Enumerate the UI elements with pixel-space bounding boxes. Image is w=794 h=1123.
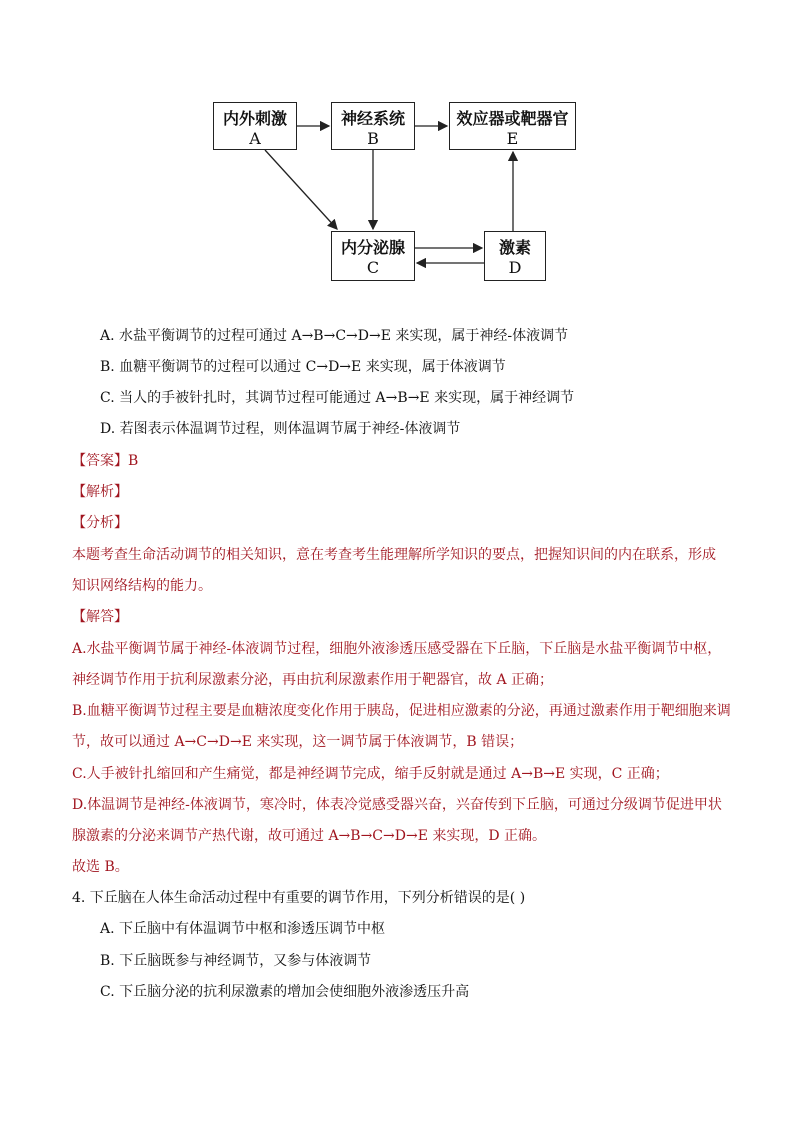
box-d-label: D: [508, 258, 522, 277]
box-b-title: 神经系统: [340, 109, 405, 128]
option-a: A. 水盐平衡调节的过程可通过 A→B→C→D→E 来实现，属于神经-体液调节: [100, 328, 569, 344]
fenxi-text-1: 本题考查生命活动调节的相关知识，意在考查考生能理解所学知识的要点，把握知识间的内在联系，形成: [72, 547, 716, 563]
jieda-line-2: 神经调节作用于抗利尿激素分泌，再由抗利尿激素作用于靶器官，故 A 正确；: [72, 672, 554, 688]
box-b-label: B: [367, 129, 379, 148]
question-4-stem: 4. 下丘脑在人体生命活动过程中有重要的调节作用，下列分析错误的是( ): [72, 890, 526, 906]
answer-line: [72, 451, 732, 471]
question-4-option-c: C. 下丘脑分泌的抗利尿激素的增加会使细胞外液渗透压升高: [100, 984, 470, 1000]
box-e-title: 效应器或靶器官: [456, 109, 569, 128]
box-a-label: A: [249, 129, 261, 148]
box-c-title: 内分泌腺: [340, 238, 405, 257]
option-d: D. 若图表示体温调节过程，则体温调节属于神经-体液调节: [100, 421, 461, 437]
box-a-title: 内外刺激: [222, 109, 287, 128]
fenxi-text-2: 知识网络结构的能力。: [72, 578, 212, 594]
box-external-stimulus: [213, 102, 297, 150]
box-e-label: E: [506, 129, 519, 148]
jieda-line-6: D.体温调节是神经-体液调节，寒冷时，体表冷觉感受器兴奋，兴奋传到下丘脑，可通过分级调节促进甲状: [72, 797, 722, 813]
jieda-line-5: C.人手被针扎缩回和产生痛觉，都是神经调节完成，缩手反射就是通过 A→B→E 实现，C 正确；: [72, 766, 669, 782]
answer-tag: 【答案】: [72, 453, 128, 469]
box-endocrine-gland: [331, 231, 415, 281]
box-effector: [449, 102, 576, 150]
jieda-tag: 【解答】: [72, 609, 128, 625]
box-c-label: C: [366, 258, 380, 277]
arrow-a-to-c: [265, 150, 337, 229]
answer-value: B: [128, 453, 139, 469]
option-c: C. 当人的手被针扎时，其调节过程可能通过 A→B→E 来实现，属于神经调节: [100, 390, 575, 406]
box-hormone: [484, 231, 546, 281]
jieda-line-4: 节，故可以通过 A→C→D→E 来实现，这一调节属于体液调节，B 错误；: [72, 734, 524, 750]
analysis-tag: 【解析】: [72, 484, 128, 500]
jieda-line-3: B.血糖平衡调节过程主要是血糖浓度变化作用于胰岛，促进相应激素的分泌，再通过激素作用于靶细胞来调: [72, 703, 731, 719]
question-4-option-b: B. 下丘脑既参与神经调节，又参与体液调节: [100, 953, 372, 969]
fenxi-tag: 【分析】: [72, 515, 128, 531]
question-4-option-a: A. 下丘脑中有体温调节中枢和渗透压调节中枢: [100, 921, 386, 937]
regulation-diagram: [205, 96, 595, 286]
box-nervous-system: [331, 102, 415, 150]
jieda-line-1: A.水盐平衡调节属于神经-体液调节过程，细胞外液渗透压感受器在下丘脑，下丘脑是水盐平衡调节中枢，: [72, 641, 722, 657]
jieda-line-7: 腺激素的分泌来调节产热代谢，故可通过 A→B→C→D→E 来实现，D 正确。: [72, 828, 547, 844]
box-d-title: 激素: [498, 238, 531, 257]
option-b: B. 血糖平衡调节的过程可以通过 C→D→E 来实现，属于体液调节: [100, 359, 506, 375]
conclusion: 故选 B。: [72, 859, 129, 875]
